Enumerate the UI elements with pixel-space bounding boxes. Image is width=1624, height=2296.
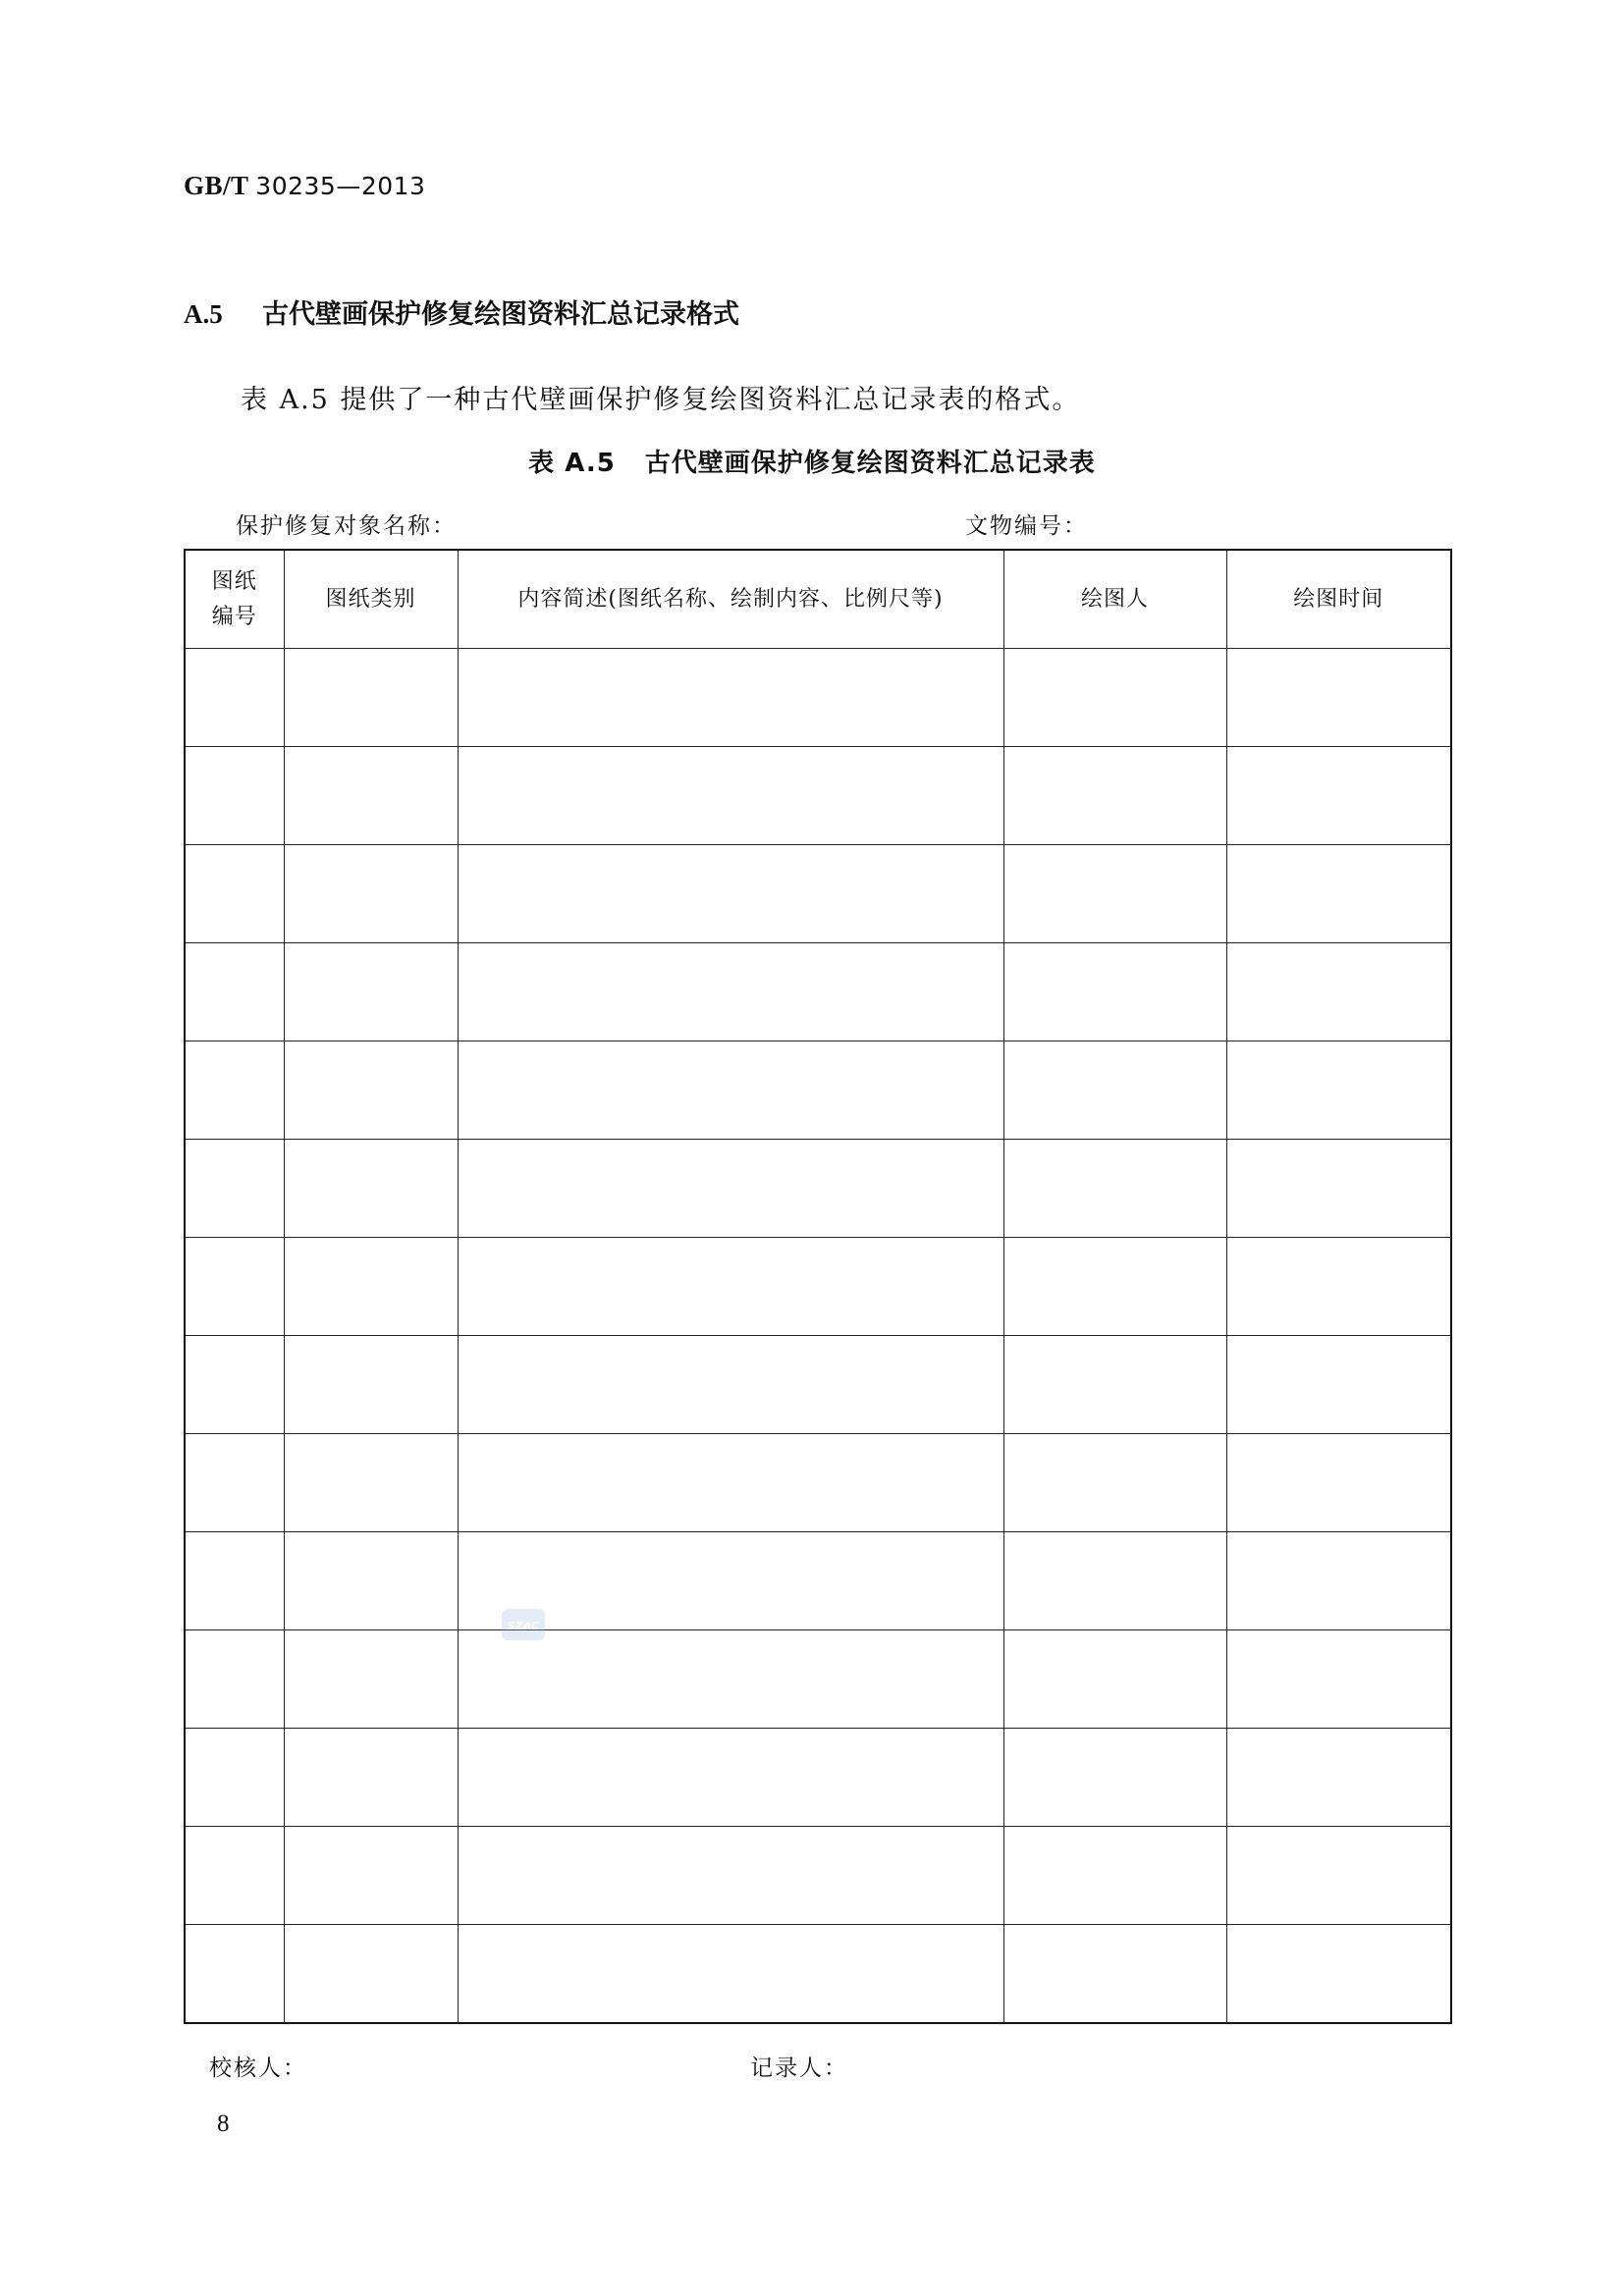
section-number: A.5 bbox=[184, 299, 223, 329]
cell-drawing-category bbox=[284, 1434, 458, 1532]
cell-drawing-date bbox=[1226, 943, 1451, 1041]
cell-drawing-number bbox=[185, 943, 284, 1041]
cell-drafter bbox=[1003, 1630, 1226, 1729]
header-drawing-number-line2: 编号 bbox=[211, 604, 257, 629]
table-row bbox=[185, 649, 1451, 747]
cell-drawing-date bbox=[1226, 1532, 1451, 1630]
cell-drawing-category bbox=[284, 943, 458, 1041]
cell-drawing-category bbox=[284, 1729, 458, 1827]
section-title: 古代壁画保护修复绘图资料汇总记录格式 bbox=[262, 299, 739, 330]
cell-content-summary bbox=[458, 1238, 1003, 1336]
cell-drawing-number bbox=[185, 1238, 284, 1336]
section-heading bbox=[184, 293, 739, 331]
cell-content-summary bbox=[458, 943, 1003, 1041]
page-number: 8 bbox=[217, 2110, 230, 2137]
cell-drawing-number bbox=[185, 845, 284, 943]
table-row bbox=[185, 1925, 1451, 2024]
cell-drawing-number bbox=[185, 1827, 284, 1925]
table-row bbox=[185, 1140, 1451, 1238]
cell-drawing-number bbox=[185, 1532, 284, 1630]
table-row bbox=[185, 1336, 1451, 1434]
standard-number: 30235—2013 bbox=[255, 172, 426, 200]
cell-drafter bbox=[1003, 1925, 1226, 2024]
standard-prefix: GB/T bbox=[184, 171, 249, 200]
table-row bbox=[185, 1238, 1451, 1336]
cell-drawing-date bbox=[1226, 1238, 1451, 1336]
cell-drafter bbox=[1003, 649, 1226, 747]
cell-drawing-date bbox=[1226, 1729, 1451, 1827]
cell-drafter bbox=[1003, 1434, 1226, 1532]
szac-watermark-logo bbox=[501, 1605, 546, 1644]
cell-content-summary bbox=[458, 1729, 1003, 1827]
cell-drawing-number bbox=[185, 1336, 284, 1434]
table-title-text: 古代壁画保护修复绘图资料汇总记录表 bbox=[644, 449, 1096, 478]
cell-drafter bbox=[1003, 1140, 1226, 1238]
cell-drafter bbox=[1003, 845, 1226, 943]
relic-number-label: 文物编号： bbox=[965, 513, 1088, 539]
cell-drawing-date bbox=[1226, 1630, 1451, 1729]
cell-drawing-number bbox=[185, 1729, 284, 1827]
checker-label: 校核人： bbox=[209, 2056, 307, 2081]
cell-drawing-number bbox=[185, 649, 284, 747]
cell-drawing-category bbox=[284, 1140, 458, 1238]
cell-drawing-category bbox=[284, 649, 458, 747]
standard-code bbox=[184, 171, 425, 201]
table-row bbox=[185, 845, 1451, 943]
cell-drawing-category bbox=[284, 1238, 458, 1336]
drawing-record-table bbox=[184, 549, 1452, 2024]
object-name-label: 保护修复对象名称： bbox=[236, 513, 457, 539]
table-row bbox=[185, 943, 1451, 1041]
table-row bbox=[185, 1729, 1451, 1827]
cell-drawing-date bbox=[1226, 1434, 1451, 1532]
cell-drawing-number bbox=[185, 1434, 284, 1532]
cell-drawing-category bbox=[284, 1827, 458, 1925]
cell-drawing-number bbox=[185, 1630, 284, 1729]
cell-drawing-category bbox=[284, 1336, 458, 1434]
cell-drawing-number bbox=[185, 747, 284, 845]
header-drawing-date: 绘图时间 bbox=[1226, 550, 1451, 649]
cell-drafter bbox=[1003, 747, 1226, 845]
cell-drawing-date bbox=[1226, 845, 1451, 943]
watermark-text: SZAC bbox=[507, 1620, 540, 1632]
table-row bbox=[185, 1041, 1451, 1140]
cell-drawing-date bbox=[1226, 1041, 1451, 1140]
cell-drawing-category bbox=[284, 1041, 458, 1140]
cell-drafter bbox=[1003, 1336, 1226, 1434]
table-row bbox=[185, 1827, 1451, 1925]
recorder-label: 记录人： bbox=[750, 2056, 848, 2081]
cell-content-summary bbox=[458, 747, 1003, 845]
table-row bbox=[185, 747, 1451, 845]
cell-drafter bbox=[1003, 943, 1226, 1041]
cell-content-summary bbox=[458, 1336, 1003, 1434]
cell-drawing-category bbox=[284, 747, 458, 845]
cell-drawing-category bbox=[284, 1532, 458, 1630]
cell-drafter bbox=[1003, 1827, 1226, 1925]
cell-drawing-number bbox=[185, 1140, 284, 1238]
cell-drawing-category bbox=[284, 1630, 458, 1729]
cell-drawing-date bbox=[1226, 1827, 1451, 1925]
cell-content-summary bbox=[458, 1630, 1003, 1729]
cell-drafter bbox=[1003, 1532, 1226, 1630]
header-drafter: 绘图人 bbox=[1003, 550, 1226, 649]
header-drawing-number bbox=[185, 550, 284, 649]
header-drawing-number-line1: 图纸 bbox=[211, 568, 257, 594]
table-row bbox=[185, 1630, 1451, 1729]
cell-content-summary bbox=[458, 1827, 1003, 1925]
cell-drawing-category bbox=[284, 1925, 458, 2024]
header-content-summary: 内容简述(图纸名称、绘制内容、比例尺等) bbox=[458, 550, 1003, 649]
cell-content-summary bbox=[458, 1925, 1003, 2024]
cell-drawing-date bbox=[1226, 747, 1451, 845]
cell-content-summary bbox=[458, 1041, 1003, 1140]
table-row bbox=[185, 1434, 1451, 1532]
table-row bbox=[185, 1532, 1451, 1630]
table-title bbox=[0, 443, 1624, 479]
cell-drawing-date bbox=[1226, 1336, 1451, 1434]
cell-drawing-category bbox=[284, 845, 458, 943]
cell-drawing-number bbox=[185, 1925, 284, 2024]
table-number: 表 A.5 bbox=[528, 449, 616, 478]
table-body bbox=[185, 649, 1451, 2024]
cell-content-summary bbox=[458, 1434, 1003, 1532]
cell-drawing-date bbox=[1226, 649, 1451, 747]
cell-drafter bbox=[1003, 1729, 1226, 1827]
cell-content-summary bbox=[458, 845, 1003, 943]
table-header-row bbox=[185, 550, 1451, 649]
cell-drawing-number bbox=[185, 1041, 284, 1140]
cell-drafter bbox=[1003, 1041, 1226, 1140]
cell-drafter bbox=[1003, 1238, 1226, 1336]
header-drawing-category: 图纸类别 bbox=[284, 550, 458, 649]
cell-drawing-date bbox=[1226, 1925, 1451, 2024]
cell-content-summary bbox=[458, 649, 1003, 747]
intro-paragraph: 表 A.5 提供了一种古代壁画保护修复绘图资料汇总记录表的格式。 bbox=[241, 385, 1081, 415]
cell-drawing-date bbox=[1226, 1140, 1451, 1238]
cell-content-summary bbox=[458, 1140, 1003, 1238]
